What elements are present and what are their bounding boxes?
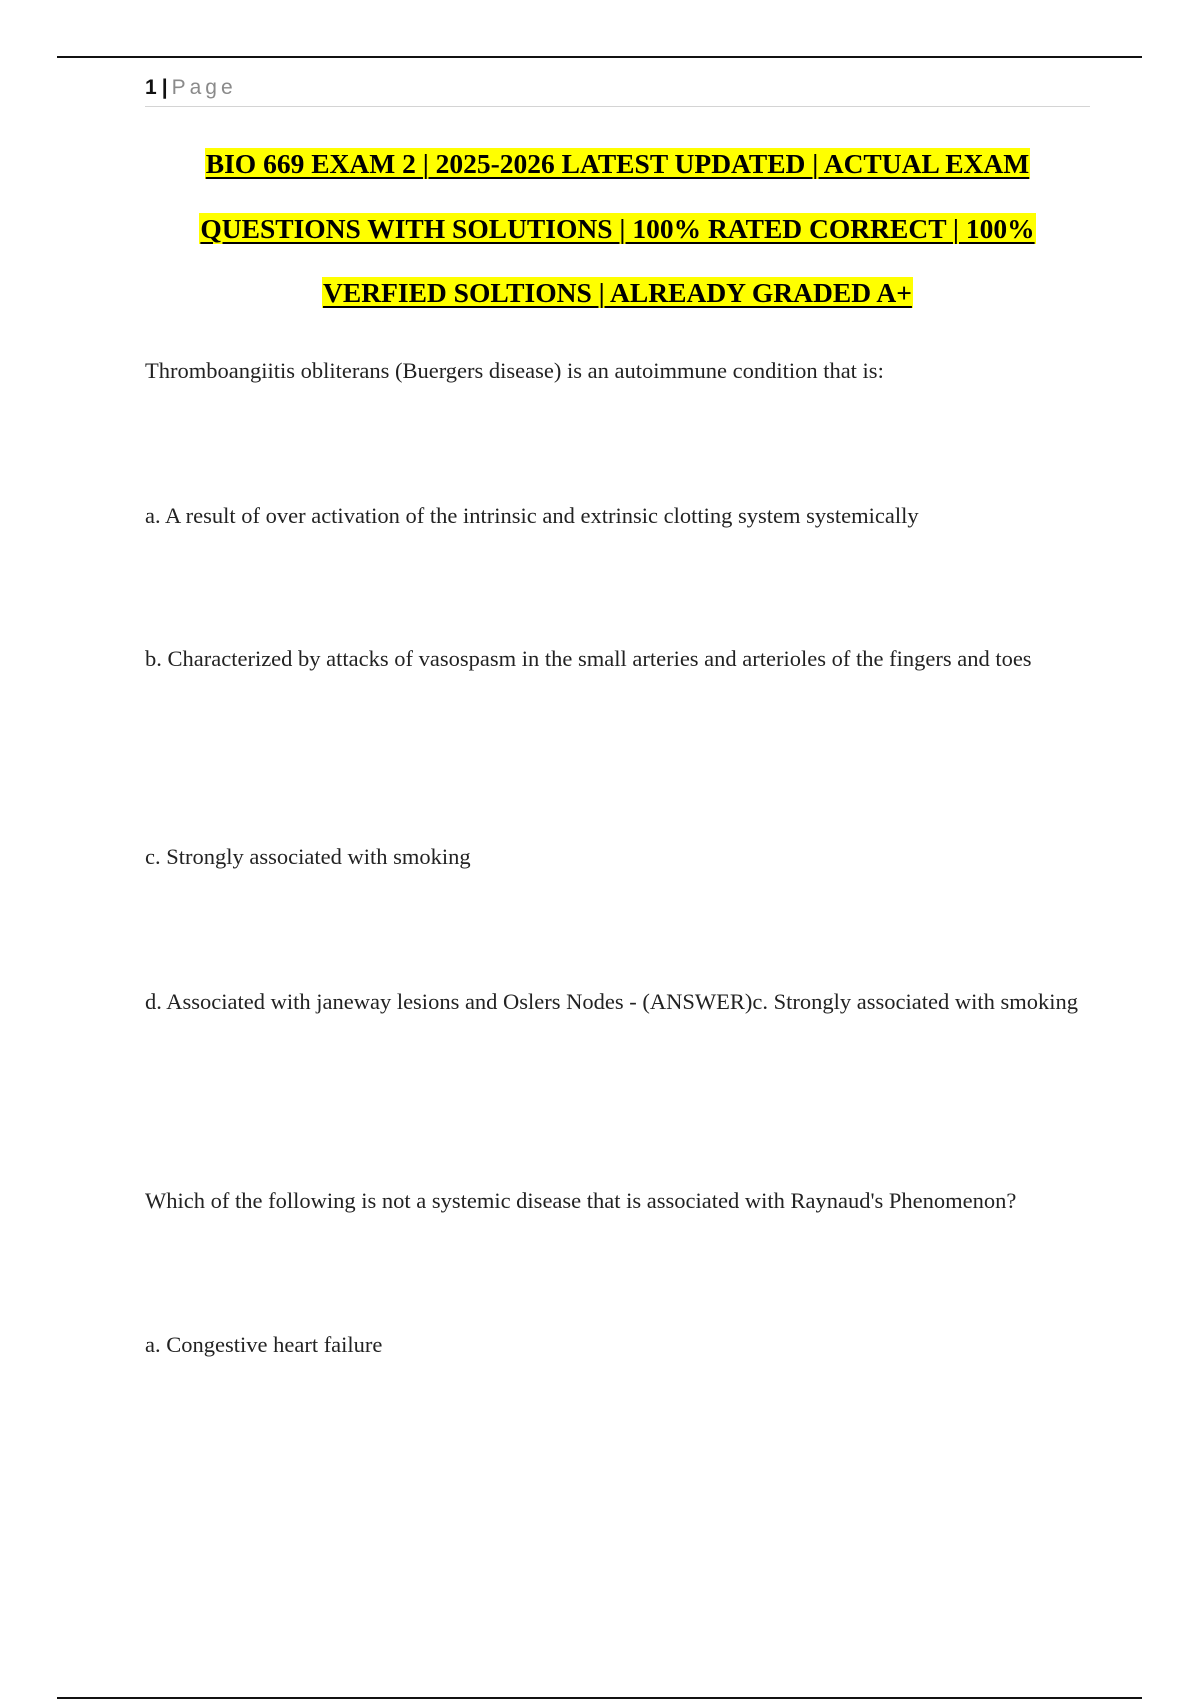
page-separator: |: [161, 76, 168, 99]
question-1-option-c: c. Strongly associated with smoking: [145, 844, 471, 869]
top-rule: [57, 56, 1142, 58]
page-number: 1: [145, 76, 157, 99]
question-2-prompt: Which of the following is not a systemic disease that is associated with Raynaud's Phenomenon?: [145, 1188, 1017, 1213]
question-1-prompt: Thromboangiitis obliterans (Buergers disease) is an autoimmune condition that is:: [145, 358, 884, 383]
page-label: Page: [171, 76, 237, 99]
title-line-2: QUESTIONS WITH SOLUTIONS | 100% RATED CORRECT | 100%: [200, 212, 1035, 244]
title-line-3: VERFIED SOLTIONS | ALREADY GRADED A+: [323, 277, 912, 308]
title-line-1: BIO 669 EXAM 2 | 2025-2026 LATEST UPDATED | ACTUAL EXAM: [205, 148, 1030, 179]
question-1-option-b: b. Characterized by attacks of vasospasm in the small arteries and arterioles of the fingers and toes: [145, 646, 1032, 671]
question-2-option-a: a. Congestive heart failure: [145, 1332, 383, 1357]
question-1-option-d: d. Associated with janeway lesions and Oslers Nodes - (ANSWER)c. Strongly associated with smoking: [145, 989, 1078, 1014]
bottom-rule: [57, 1697, 1142, 1699]
page-header: [145, 74, 1090, 107]
question-1-option-a: a. A result of over activation of the intrinsic and extrinsic clotting system systemically: [145, 503, 919, 528]
document-title: [100, 132, 1135, 326]
